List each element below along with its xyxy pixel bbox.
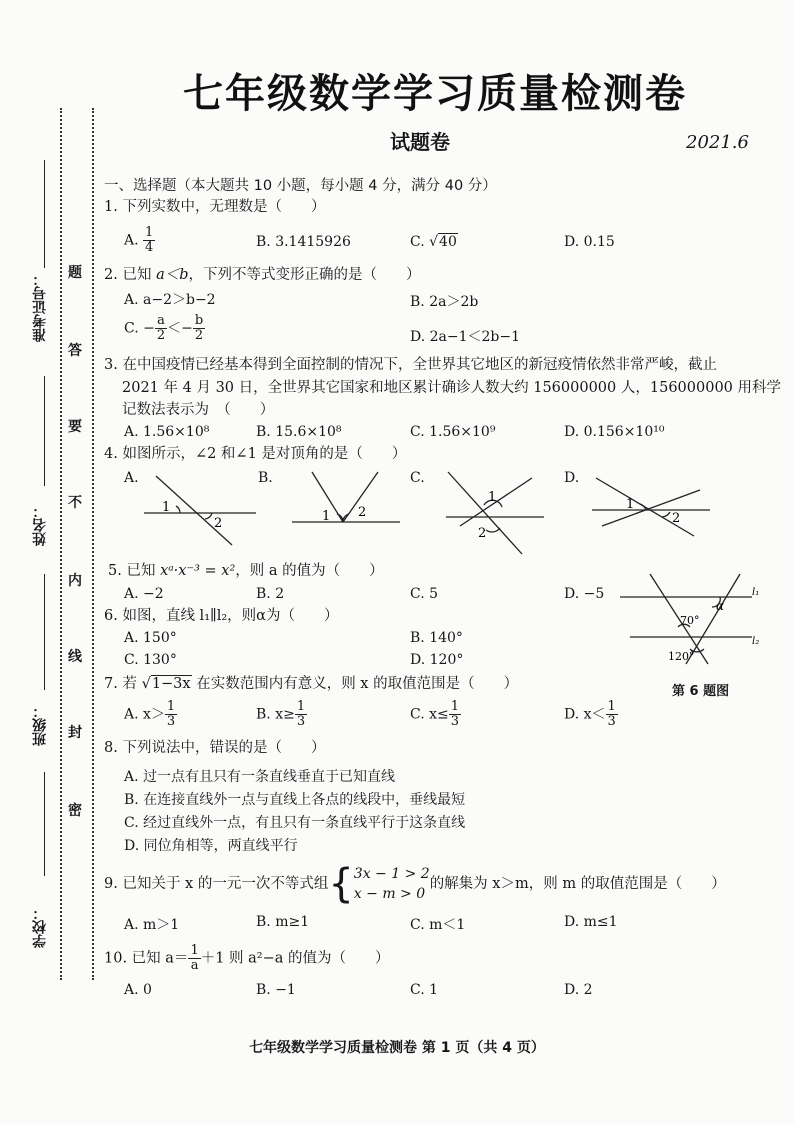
question-3-option-b: B. 15.6×10⁸ bbox=[256, 424, 342, 440]
figure-6-angle-120: 120° bbox=[668, 650, 695, 663]
question-1-option-b: B. 3.1415926 bbox=[256, 234, 351, 250]
figure-4b-label-1: 1 bbox=[322, 509, 331, 524]
question-10-stem: 10. 已知 a＝ $\frac{1}{a}$ ＋1 则 a²−a 的值为（ ） bbox=[104, 943, 390, 973]
question-4-option-a: A. bbox=[124, 470, 139, 486]
question-9-option-a: A. m＞1 bbox=[124, 917, 180, 933]
question-3-line-3: 记数法表示为 （ ） bbox=[122, 402, 275, 418]
seal-char: 不 bbox=[68, 495, 82, 511]
question-10-option-b: B. −1 bbox=[256, 982, 296, 998]
section-heading: 一、选择题（本大题共 10 小题，每小题 4 分，满分 40 分） bbox=[104, 178, 497, 194]
question-6-option-d: D. 120° bbox=[410, 652, 464, 668]
name-label: 姓名： bbox=[32, 504, 48, 546]
question-6-option-a: A. 150° bbox=[124, 630, 177, 646]
question-4-option-c: C. bbox=[410, 470, 425, 486]
figure-6-l2: l₂ bbox=[752, 636, 760, 647]
question-4-option-b: B. bbox=[258, 470, 273, 486]
seal-char: 答 bbox=[68, 343, 82, 359]
class-label: 班级： bbox=[32, 704, 48, 746]
figure-4b-label-2: 2 bbox=[358, 505, 367, 520]
question-1-stem: 1. 下列实数中，无理数是（ ） bbox=[104, 199, 326, 215]
figure-6-l1: l₁ bbox=[752, 587, 760, 598]
question-10-option-d: D. 2 bbox=[564, 982, 593, 998]
question-5-option-b: B. 2 bbox=[256, 586, 285, 602]
question-7-stem: 7. 若 √1−3x 在实数范围内有意义，则 x 的取值范围是（ ） bbox=[104, 676, 519, 692]
question-3-option-c: C. 1.56×10⁹ bbox=[410, 424, 496, 440]
figure-4b bbox=[292, 472, 400, 522]
question-1-option-c: C. √40 bbox=[410, 234, 457, 250]
question-5-option-d: D. −5 bbox=[564, 586, 605, 602]
figure-4d bbox=[592, 478, 710, 536]
seal-char: 密 bbox=[68, 803, 82, 819]
question-8-option-a: A. 过一点有且只有一条直线垂直于已知直线 bbox=[124, 769, 396, 785]
question-1-option-d: D. 0.15 bbox=[564, 234, 615, 250]
question-5-option-c: C. 5 bbox=[410, 586, 439, 602]
figure-4d-label-2: 2 bbox=[672, 511, 681, 526]
question-4-stem: 4. 如图所示，∠2 和∠1 是对顶角的是（ ） bbox=[104, 446, 407, 462]
question-6-option-b: B. 140° bbox=[410, 630, 463, 646]
question-3-line-2: 2021 年 4 月 30 日，全世界其它国家和地区累计确诊人数大约 156000000 人，156000000 用科学 bbox=[122, 380, 782, 396]
question-7-option-d: D. x＜ $\frac{1}{3}$ bbox=[564, 699, 616, 729]
figure-6-alpha: α bbox=[716, 599, 725, 613]
question-9-option-d: D. m≤1 bbox=[564, 914, 618, 930]
figure-4c-label-1: 1 bbox=[488, 490, 497, 505]
question-3-option-a: A. 1.56×10⁸ bbox=[124, 424, 210, 440]
question-1-option-a: A. $\frac{1}{4}$ bbox=[124, 225, 154, 255]
seal-char: 封 bbox=[68, 725, 82, 741]
seal-char: 要 bbox=[68, 419, 82, 435]
question-2-option-b: B. 2a＞2b bbox=[410, 294, 479, 310]
question-10-option-c: C. 1 bbox=[410, 982, 439, 998]
question-2-option-c: C. − $\frac{a}{2}$ ＜− $\frac{b}{2}$ bbox=[124, 313, 204, 343]
question-4-option-d: D. bbox=[564, 470, 580, 486]
question-6-stem: 6. 如图，直线 l₁∥l₂，则α为（ ） bbox=[104, 608, 339, 624]
question-8-option-b: B. 在连接直线外一点与直线上各点的线段中，垂线最短 bbox=[124, 792, 466, 808]
seal-char: 线 bbox=[68, 649, 82, 665]
question-9-option-b: B. m≥1 bbox=[256, 914, 310, 930]
question-10-option-a: A. 0 bbox=[124, 982, 152, 998]
question-6-option-c: C. 130° bbox=[124, 652, 177, 668]
page-footer: 七年级数学学习质量检测卷 第 1 页（共 4 页） bbox=[249, 1040, 545, 1056]
question-9-stem: 9. 已知关于 x 的一元一次不等式组{ 3x − 1 > 2 x − m > 0 的解集为 x＞m，则 m 的取值范围是（ ） bbox=[104, 861, 726, 907]
exam-title: 七年级数学学习质量检测卷 bbox=[183, 71, 687, 117]
school-label: 学校： bbox=[32, 906, 48, 948]
figure-4d-label-1: 1 bbox=[626, 497, 635, 512]
question-7-option-a: A. x＞ $\frac{1}{3}$ bbox=[124, 699, 176, 729]
question-2-option-a: A. a−2＞b−2 bbox=[124, 292, 216, 308]
question-5-stem: 5. 已知 xᵃ·x⁻³ = x²，则 a 的值为（ ） bbox=[108, 563, 384, 579]
question-8-option-c: C. 经过直线外一点，有且只有一条直线平行于这条直线 bbox=[124, 815, 466, 831]
figure-4a bbox=[144, 476, 256, 545]
exam-number-label: 准考证号： bbox=[32, 272, 48, 342]
question-5-option-a: A. −2 bbox=[124, 586, 164, 602]
question-3-line-1: 3. 在中国疫情已经基本得到全面控制的情况下，全世界其它地区的新冠疫情依然非常严峻，截止 bbox=[104, 357, 717, 373]
question-7-option-c: C. x≤ $\frac{1}{3}$ bbox=[410, 699, 460, 729]
question-2-stem: 2. 已知 a＜b，下列不等式变形正确的是（ ） bbox=[104, 267, 421, 283]
figure-6-angle-70: 70° bbox=[680, 614, 700, 627]
question-2-option-d: D. 2a−1＜2b−1 bbox=[410, 329, 521, 345]
question-9-option-c: C. m＜1 bbox=[410, 917, 466, 933]
seal-char: 内 bbox=[68, 573, 82, 589]
figure-4c-label-2: 2 bbox=[478, 526, 487, 541]
question-7-option-b: B. x≥ $\frac{1}{3}$ bbox=[256, 699, 306, 729]
exam-subtitle: 试题卷 bbox=[390, 130, 450, 154]
figure-4a-label-2: 2 bbox=[214, 516, 223, 531]
question-8-stem: 8. 下列说法中，错误的是（ ） bbox=[104, 740, 326, 756]
seal-char: 题 bbox=[68, 265, 82, 281]
figure-4c bbox=[446, 472, 544, 554]
exam-date: 2021.6 bbox=[686, 132, 749, 153]
question-8-option-d: D. 同位角相等，两直线平行 bbox=[124, 838, 298, 854]
figure-4a-label-1: 1 bbox=[162, 500, 171, 515]
figure-6-caption: 第 6 题图 bbox=[672, 684, 730, 699]
question-3-option-d: D. 0.156×10¹⁰ bbox=[564, 424, 665, 440]
